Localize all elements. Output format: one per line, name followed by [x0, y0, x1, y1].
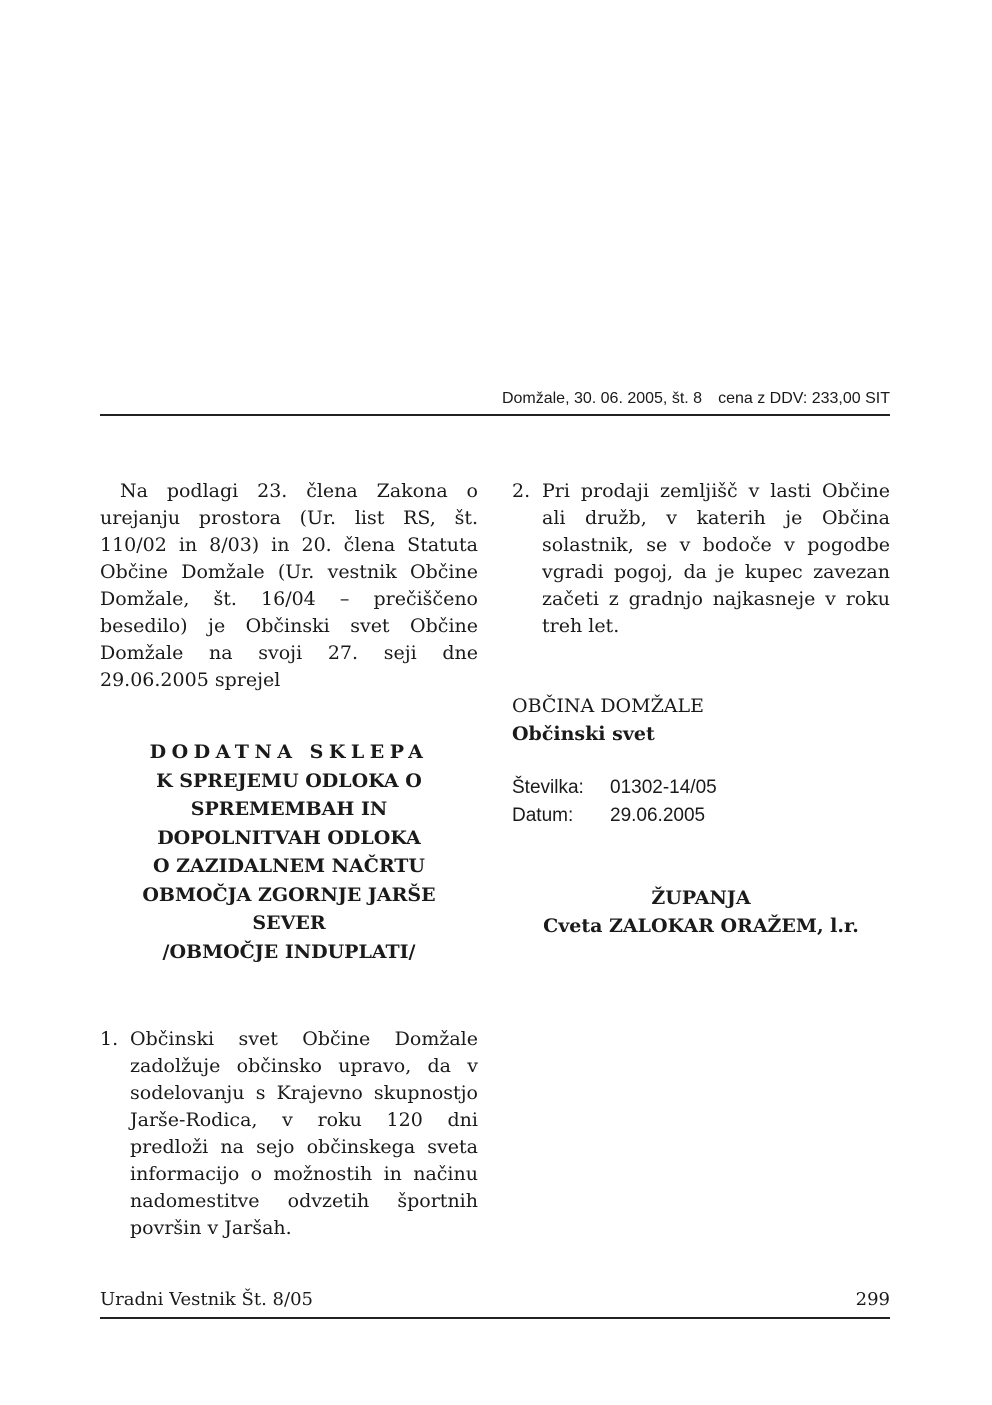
title-line: /OBMOČJE INDUPLATI/	[162, 940, 416, 963]
title-line: DOPOLNITVAH ODLOKA	[157, 826, 421, 849]
council-name: Občinski svet	[512, 723, 655, 745]
document-title	[100, 738, 478, 966]
number-label: Številka:	[512, 777, 584, 798]
resolution-list	[100, 1026, 478, 1242]
title-line: OBMOČJA ZGORNJE JARŠE	[142, 883, 436, 906]
title-line: SPREMEMBAH IN	[190, 798, 388, 820]
list-item	[100, 1026, 478, 1242]
intro-paragraph: Na podlagi 23. člena Zakona o urejanju prostora (Ur. list RS, št. 110/02 in 8/03) in 20. člena Statuta Občine Domžale (Ur. vestnik Občine Domžale, št. 16/04 – prečiščeno besedilo) je Občinski svet Občine Domžale na svoji 27. seji dne 29.06.2005 sprejel	[100, 480, 478, 691]
date-value: 29.06.2005	[610, 805, 706, 826]
item-number: 2.	[512, 480, 531, 502]
date-label: Datum:	[512, 805, 574, 826]
list-item	[512, 478, 890, 640]
header-price: cena z DDV: 233,00 SIT	[718, 390, 890, 407]
footer-publication: Uradni Vestnik Št. 8/05	[100, 1289, 313, 1310]
right-column	[512, 478, 890, 940]
item-text: Pri prodaji zemljišč v lasti Občine ali družb, v katerih je Občina solastnik, se v bodoče v pogodbe vgradi pogoj, da je kupec zavezan začeti z gradnjo najkasneje v roku treh let.	[542, 480, 890, 637]
page-number: 299	[855, 1289, 890, 1310]
number-row	[512, 774, 890, 802]
page-header	[100, 388, 890, 416]
title-line: DODATNA SKLEPA	[149, 741, 429, 763]
municipality-name: OBČINA DOMŽALE	[512, 695, 704, 717]
left-column	[100, 478, 478, 1242]
signature-name: Cveta ZALOKAR ORAŽEM, l.r.	[543, 915, 859, 937]
number-value: 01302-14/05	[610, 777, 717, 798]
item-number: 1.	[100, 1028, 119, 1050]
title-line: K SPREJEMU ODLOKA O	[156, 769, 422, 792]
resolution-list	[512, 478, 890, 640]
signature-block	[512, 884, 890, 940]
title-line: SEVER	[252, 912, 326, 934]
document-meta	[512, 774, 890, 830]
item-text: Občinski svet Občine Domžale zadolžuje občinsko upravo, da v sodelovanju s Krajevno skupnostjo Jarše-Rodica, v roku 120 dni predloži na sejo občinskega sveta informacijo o možnostih in načinu nadomestitve odvzetih športnih površin v Jaršah.	[130, 1028, 478, 1239]
header-place-date: Domžale, 30. 06. 2005, št. 8	[501, 390, 703, 407]
signature-role: ŽUPANJA	[651, 887, 751, 909]
title-line: O ZAZIDALNEM NAČRTU	[152, 855, 425, 877]
date-row	[512, 802, 890, 830]
page-footer	[100, 1289, 890, 1319]
